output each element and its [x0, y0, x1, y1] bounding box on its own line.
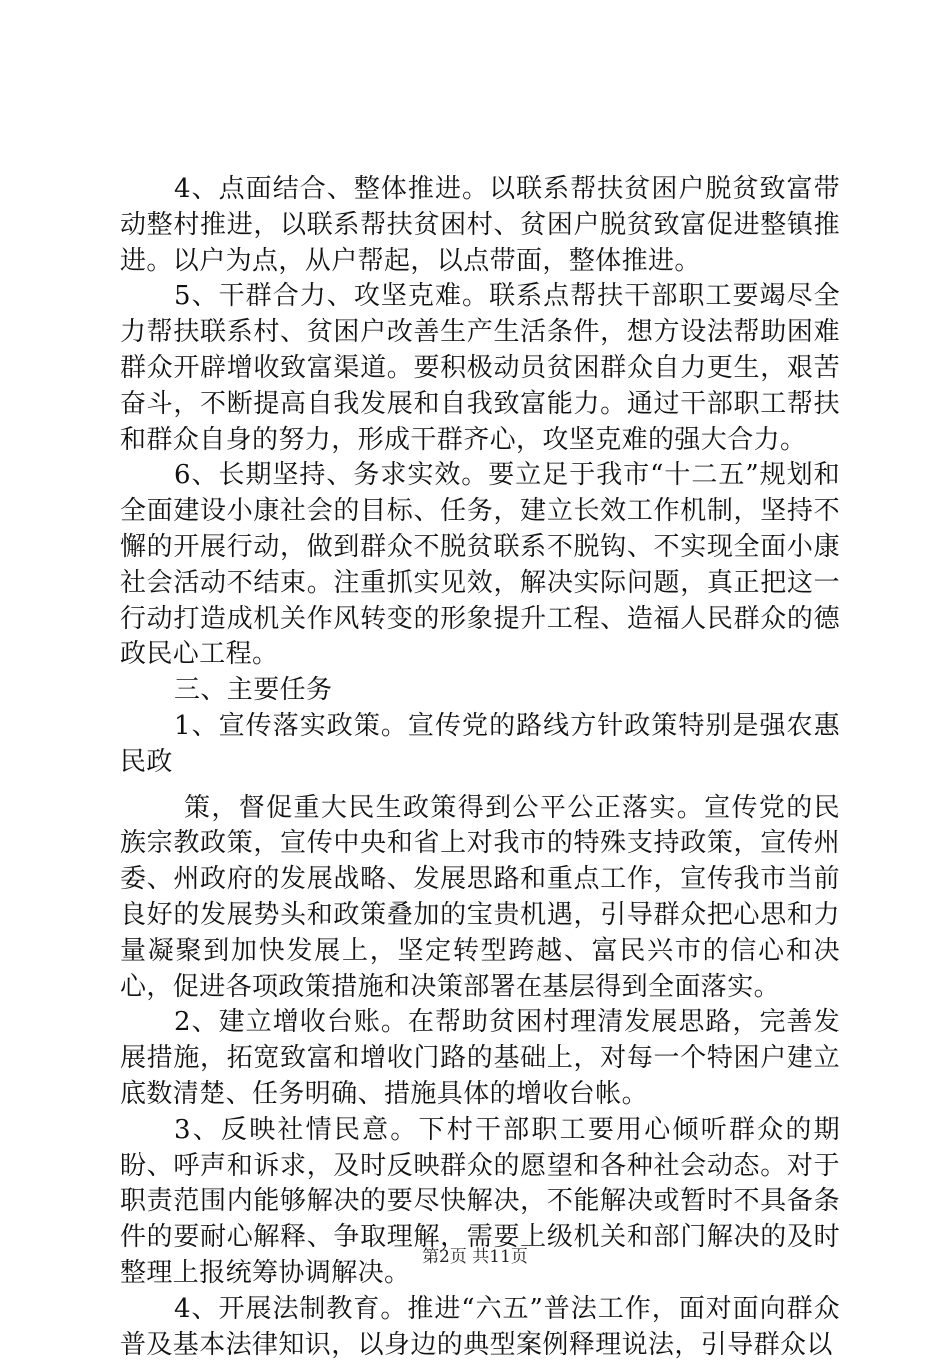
section-heading-main-tasks: 三、主要任务 [174, 675, 333, 706]
paragraph-task-4: 4、开展法制教育。推进“六五”普法工作，面对面向群众普及基本法律知识，以身边的典型案例释理说法，引导群众以 [120, 1293, 840, 1360]
paragraph-task-1-head: 1、宣传落实政策。宣传党的路线方针政策特别是强农惠民政 [120, 710, 840, 777]
page-footer: 第2页 共11页 [422, 1247, 528, 1267]
paragraph-task-3: 3、反映社情民意。下村干部职工要用心倾听群众的期盼、呼声和诉求，及时反映群众的愿望和各种社会动态。对于职责范围内能够解决的要尽快解决，不能解决或暂时不具备条件的要耐心解释、争取理解，需要上级机关和部门解决的及时整理上报统筹协调解决。 [120, 1114, 840, 1288]
paragraph-5-cooperation: 5、干群合力、攻坚克难。联系点帮扶干部职工要竭尽全力帮扶联系村、贫困户改善生产生活条件，想方设法帮助困难群众开辟增收致富渠道。要积极动员贫困群众自力更生，艰苦奋斗，不断提高自我发展和自我致富能力。通过干部职工帮扶和群众自身的努力，形成干群齐心，攻坚克难的强大合力。 [120, 281, 840, 455]
document-body [120, 172, 840, 1363]
paragraph-task-1-body: 策，督促重大民生政策得到公平公正落实。宣传党的民族宗教政策，宣传中央和省上对我市的特殊支持政策，宣传州委、州政府的发展战略、发展思路和重点工作，宣传我市当前良好的发展势头和政策叠加的宝贵机遇，引导群众把心思和力量凝聚到加快发展上，坚定转型跨越、富民兴市的信心和决心，促进各项政策措施和决策部署在基层得到全面落实。 [120, 792, 840, 1002]
paragraph-task-2: 2、建立增收台账。在帮助贫困村理清发展思路，完善发展措施，拓宽致富和增收门路的基础上，对每一个特困户建立底数清楚、任务明确、措施具体的增收台帐。 [120, 1007, 840, 1109]
paragraph-6-long-term: 6、长期坚持、务求实效。要立足于我市“十二五”规划和全面建设小康社会的目标、任务，建立长效工作机制，坚持不懈的开展行动，做到群众不脱贫联系不脱钩、不实现全面小康社会活动不结束。注重抓实见效，解决实际问题，真正把这一行动打造成机关作风转变的形象提升工程、造福人民群众的德政民心工程。 [120, 460, 840, 670]
paragraph-4-integration: 4、点面结合、整体推进。以联系帮扶贫困户脱贫致富带动整村推进，以联系帮扶贫困村、贫困户脱贫致富促进整镇推进。以户为点，从户帮起，以点带面，整体推进。 [120, 174, 840, 276]
